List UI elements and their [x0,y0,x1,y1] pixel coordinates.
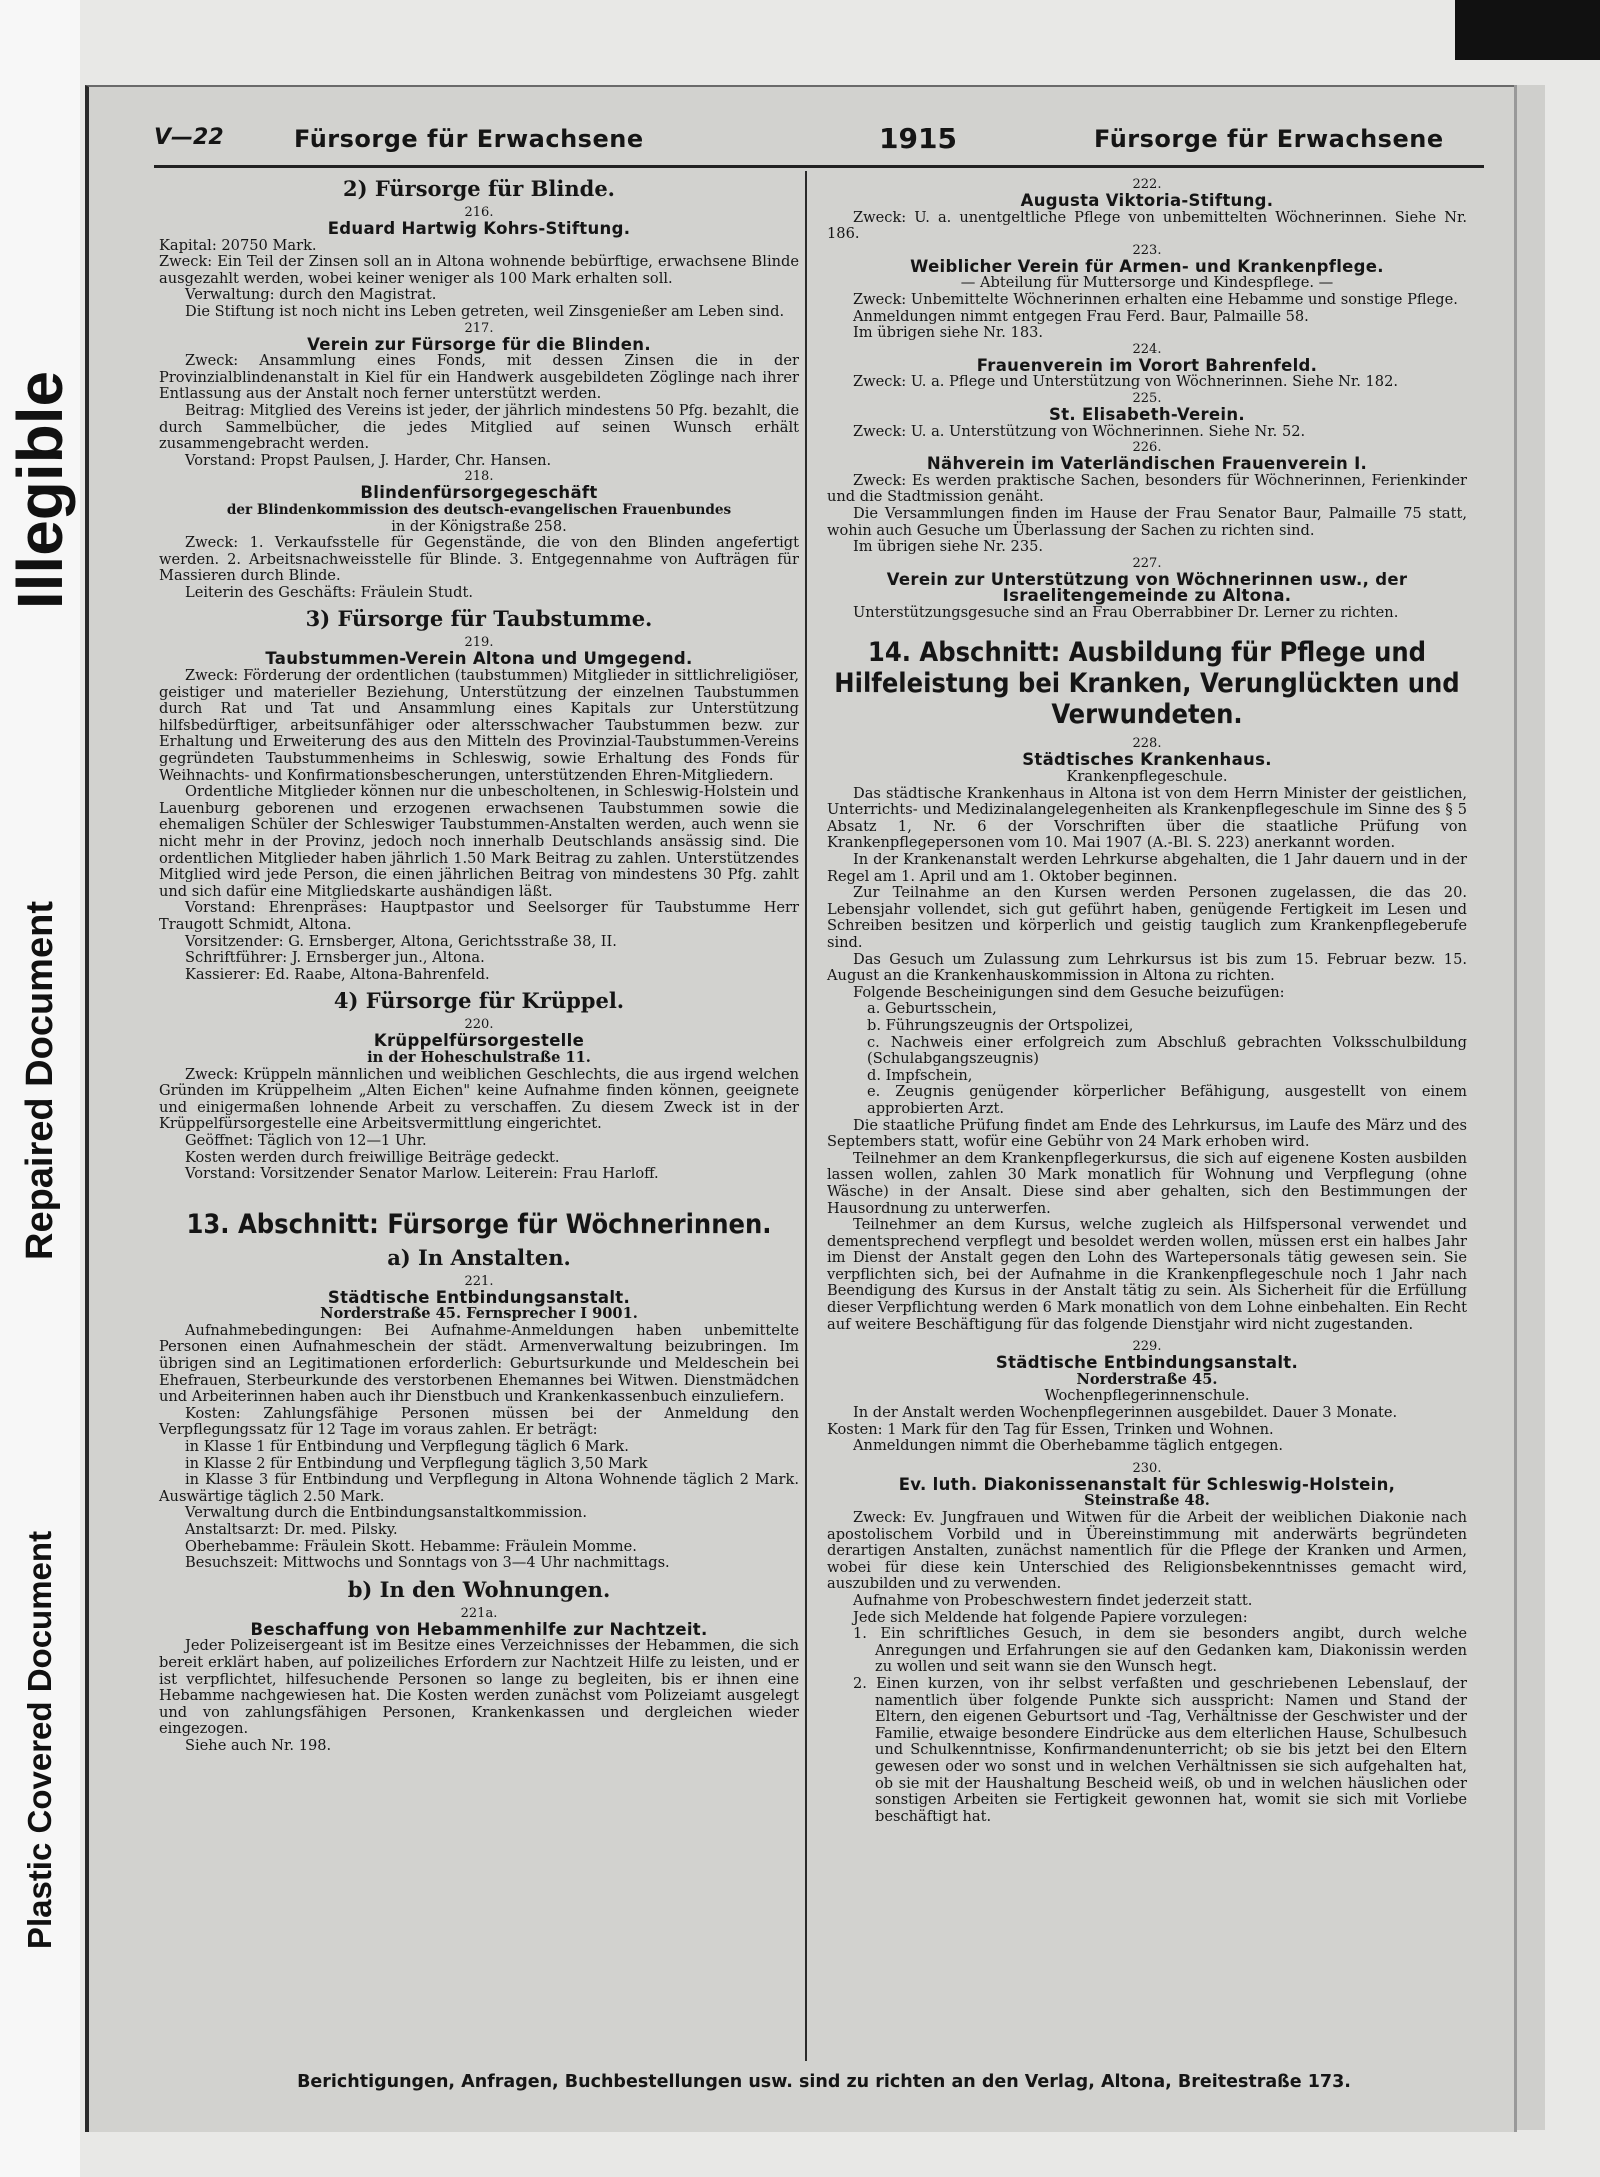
side-label-plastic: Plastic Covered Document [21,1530,58,1950]
entry-title: Ev. luth. Diakonissenanstalt für Schleswig-Holstein, [898,1474,1396,1494]
entry-number: 222. [1132,177,1162,192]
chapter-heading-14: 14. Abschnitt: Ausbildung für Pflege und Hilfeleistung bei Kranken, Verunglückten und Verwundeten. [834,637,1460,731]
entry-subtitle: in der Hoheschulstraße 11. [367,1048,591,1066]
entry-title: Augusta Viktoria-Stiftung. [1020,191,1274,210]
side-label-illegible: Illegible [4,370,76,610]
entry-text: Geöffnet: Täglich von 12—1 Uhr. [185,1131,427,1149]
entry-subtitle: Norderstraße 45. Fernsprecher I 9001. [320,1305,638,1323]
chapter-heading-13: 13. Abschnitt: Fürsorge für Wöchnerinnen. [186,1208,772,1240]
entry-text: In der Krankenanstalt werden Lehrkurse abgehalten, die 1 Jahr dauern und in der Regel am 1. April und am 1. Oktober beginnen. [827,851,1467,885]
entry-text: Das Gesuch um Zulassung zum Lehrkursus ist bis zum 15. Februar bezw. 15. August an die Krankenhauskommission in Altona zu richten. [827,950,1467,985]
entry-text: Leiterin des Geschäfts: Fräulein Studt. [185,583,473,601]
header-rule [154,165,1484,168]
header-year: 1915 [879,122,957,155]
entry-number: 218. [464,469,494,485]
entry-subtitle: Wochenpflegerinnenschule. [1044,1387,1250,1405]
list-item: b. Führungszeugnis der Ortspolizei, [867,1016,1134,1034]
entry-text: Vorstand: Vorsitzender Senator Marlow. Leiterein: Frau Harloff. [185,1165,659,1183]
entry-text: Aufnahme von Probeschwestern findet jederzeit statt. [853,1591,1253,1609]
entry-number: 221a. [460,1605,498,1621]
document-page [85,85,1514,2132]
entry-text: Zweck: Ein Teil der Zinsen soll an in Altona wohnende bebürftige, erwachsene Blinde ausgezahlt werden, wobei keiner weniger als 100 Mark erhalten soll. [159,253,799,287]
entry-number: 227. [1132,555,1162,571]
subheading-anstalten: a) In Anstalten. [387,1244,571,1270]
list-item: e. Zeugnis genügender körperlicher Befähigung, ausgestellt von einem approbierten Arzt. [867,1083,1467,1117]
entry-title: St. Elisabeth-Verein. [1049,404,1245,424]
entry-title: Städtische Entbindungsanstalt. [327,1287,631,1307]
entry-text: Kosten werden durch freiwillige Beiträge gedeckt. [185,1148,560,1166]
section-heading-blinde: 2) Fürsorge für Blinde. [343,176,615,201]
entry-number: 225. [1132,390,1162,406]
page-header [154,122,1494,159]
entry-text: Kassierer: Ed. Raabe, Altona-Bahrenfeld. [185,965,490,983]
entry-text: Kosten: 1 Mark für den Tag für Essen, Trinken und Wohnen. [827,1420,1274,1438]
entry-text: Oberhebamme: Fräulein Skott. Hebamme: Fräulein Momme. [185,1537,637,1555]
left-column [159,177,799,1755]
right-column [827,177,1467,1825]
entry-title: Blindenfürsorgegeschäft [360,483,598,503]
list-item: d. Impfschein, [867,1066,973,1084]
entry-text: Im übrigen siehe Nr. 235. [853,538,1044,556]
entry-text: Besuchszeit: Mittwochs und Sonntags von 3—4 Uhr nachmittags. [185,1554,670,1572]
entry-text: Schriftführer: J. Ernsberger jun., Altona. [185,949,485,967]
entry-text: Kosten: Zahlungsfähige Personen müssen bei der Anmeldung den Verpflegungssatz für 12 Tage im voraus zahlen. Er beträgt: [159,1404,799,1439]
entry-text: In der Anstalt werden Wochenpflegerinnen ausgebildet. Dauer 3 Monate. [853,1404,1398,1422]
entry-subtitle: Steinstraße 48. [1084,1492,1210,1510]
entry-number: 220. [464,1017,494,1033]
entry-text: Teilnehmer an dem Kursus, welche zugleich als Hilfspersonal verwendet und dementsprechend verpflegt und besoldet werden wollen, müssen erst ein halbes Jahr im Dienst der Anstalt gegen den Lohn des Wartepersonals tätig gewesen sein. Sie verpflichten sich, bei der Aufnahme in die Krankenpflegeschule noch 1 Jahr nach Beendigung des Kursus in der Anstalt tätig zu sein. Als Sicherheit für die Erfüllung dieser Verpflichtung werden 6 Mark monatlich von dem Lohne einbehalten. Ein Recht auf weitere Beschäftigung für das folgende Dienstjahr wird nicht zugestanden. [827,1216,1467,1333]
page-footer: Berichtigungen, Anfragen, Buchbestellungen usw. sind zu richten an den Verlag, Altona, Breitestraße 173. [297,2072,1351,2092]
entry-text: in Klasse 3 für Entbindung und Verpflegung in Altona Wohnende täglich 2 Mark. Auswärtige täglich 2.50 Mark. [159,1471,799,1505]
entry-text: Zweck: Förderung der ordentlichen (taubstummen) Mitglieder in sittlichreligiöser, geistiger und materieller Beziehung, Unterstützung der einzelnen Taubstummen durch Rat und Tat und Ansammlung eines Kapitals zur Unterstützung hilfsbedürftiger, arbeitsunfähiger oder altersschwacher Taubstummen bezw. zur Erhaltung und Erweiterung des aus den Mitteln des Provinzial-Taubstummen-Vereins gegründeten Taubstummenheims in Schleswig, sowie Erhaltung des Fonds für Weihnachts- und Konfirmationsbescherungen, unterstützenden Ehren-Mitgliedern. [159,667,799,784]
entry-text: Anmeldungen nimmt die Oberhebamme täglich entgegen. [853,1437,1284,1455]
entry-number: 229. [1132,1339,1162,1355]
entry-text: Unterstützungsgesuche sind an Frau Oberrabbiner Dr. Lerner zu richten. [853,603,1399,621]
entry-subtitle: Norderstraße 45. [1076,1370,1218,1388]
entry-text: Zweck: Unbemittelte Wöchnerinnen erhalten eine Hebamme und sonstige Pflege. [853,290,1458,308]
entry-text: Ordentliche Mitglieder können nur die unbescholtenen, in Schleswig-Holstein und Lauenburg geborenen und erzogenen erwachsenen Taubstummen sowie die ehemaligen Schüler der Schleswiger Taubstummen-Anstalten werden, auch wenn sie nicht mehr in der Provinz, jedoch noch innerhalb Deutschlands ansässig sind. Die ordentlichen Mitglieder haben jährlich 1.50 Mark Beitrag zu zahlen. Unterstützendes Mitglied wird jede Person, die einen jährlichen Beitrag von mindestens 30 Pfg. zahlt und sich dafür eine Mitgliedskarte aushändigen läßt. [159,783,799,900]
entry-text: Verwaltung durch die Entbindungsanstaltkommission. [185,1504,587,1522]
entry-text: Die Versammlungen finden im Hause der Frau Senator Baur, Palmaille 75 statt, wohin auch Gesuche um Überlassung der Sachen zu richten sind. [827,504,1467,539]
entry-text: Verwaltung: durch den Magistrat. [185,286,437,304]
entry-text: Folgende Bescheinigungen sind dem Gesuche beizufügen: [853,983,1285,1001]
entry-number: 228. [1132,736,1162,752]
entry-text: Anmeldungen nimmt entgegen Frau Ferd. Baur, Palmaille 58. [853,307,1309,325]
entry-subtitle: der Blindenkommission des deutsch-evangelischen Frauenbundes [226,501,732,518]
entry-title: Krüppelfürsorgestelle [373,1031,585,1051]
column-divider [805,171,807,2061]
entry-title: Städtische Entbindungsanstalt. [995,1353,1299,1373]
subheading-wohnungen: b) In den Wohnungen. [347,1576,611,1602]
entry-text: Zweck: 1. Verkaufsstelle für Gegenstände, die von den Blinden angefertigt werden. 2. Arbeitsnachweisstelle für Blinde. 3. Entgegennahme von Aufträgen für Massieren durch Blinde. [159,534,799,585]
page-edge [1514,85,1545,2130]
entry-text: in Klasse 1 für Entbindung und Verpflegung täglich 6 Mark. [185,1438,629,1456]
header-title-left: Fürsorge für Erwachsene [294,125,644,153]
entry-number: 216. [464,205,494,220]
entry-title: Beschaffung von Hebammenhilfe zur Nachtzeit. [250,1619,708,1639]
entry-number: 223. [1132,242,1162,258]
entry-title: Eduard Hartwig Kohrs-Stiftung. [327,219,631,238]
entry-text: Zur Teilnahme an den Kursen werden Personen zugelassen, die das 20. Lebensjahr vollendet, sich gut geführt haben, genügende Fertigkeit im Lesen und Schreiben besitzen und körperlich und geistig tauglich zum Krankenpflegeberufe sind. [827,884,1467,951]
entry-text: Anstaltsarzt: Dr. med. Pilsky. [185,1521,398,1538]
entry-text: Teilnehmer an dem Krankenpflegerkursus, die sich auf eigenene Kosten ausbilden lassen wollen, zahlen 30 Mark monatlich für Wohnung und Verpflegung (ohne Wäsche) in der Ansalt. Diese sind aber gehalten, sich den Bestimmungen der Hausordnung zu unterwerfen. [827,1149,1467,1217]
entry-text: Jede sich Meldende hat folgende Papiere vorzulegen: [853,1608,1248,1626]
list-item: c. Nachweis einer erfolgreich zum Abschluß gebrachten Volksschulbildung (Schulabgangszeugnis) [867,1033,1467,1068]
entry-title: Städtisches Krankenhaus. [1022,750,1272,770]
entry-text: Kapital: 20750 Mark. [159,236,317,254]
entry-text: Aufnahmebedingungen: Bei Aufnahme-Anmeldungen haben unbemittelte Personen einen Aufnahmeschein der städt. Armenverwaltung beizubringen. Im übrigen sind an Legitimationen erforderlich: Geburtsurkunde und Meldeschein bei Ehefrauen, Sterbeurkunde des verstorbenen Ehemannes bei Witwen. Dienstmädchen und Arbeiterinnen haben auch ihr Dienstbuch und Krankenkassenbuch einzuliefern. [159,1321,799,1406]
page-ref: V—22 [154,125,224,150]
entry-number: 219. [464,635,494,651]
entry-number: 230. [1132,1460,1162,1476]
entry-text: Zweck: Krüppeln männlichen und weiblichen Geschlechts, die aus irgend welchen Gründen im Krüppelheim „Alten Eichen" keine Aufnahme finden können, geeignete und einigermaßen lohnende Arbeit zu verschaffen. Zu diesem Zweck ist in der Krüppelfürsorgestelle eine Arbeitsvermittlung eingerichtet. [159,1065,799,1133]
entry-subtitle: in der Königstraße 258. [391,517,567,535]
entry-title: Verein zur Fürsorge für die Blinden. [307,334,651,354]
entry-number: 217. [464,320,494,336]
entry-text: Jeder Polizeisergeant ist im Besitze eines Verzeichnisses der Hebammen, die sich bereit erklärt haben, auf polizeiliches Erfordern zur Nachtzeit Hilfe zu leisten, und er ist verpflichtet, hilfesuchende Personen so lange zu begleiten, bis er ihnen eine Hebamme nachgewiesen hat. Die Kosten werden zunächst vom Polizeiamt ausgelegt und von zahlungsfähigen Personen, Krankenkassen und dergleichen wieder eingezogen. [159,1637,799,1738]
entry-title: Frauenverein im Vorort Bahrenfeld. [976,355,1318,375]
entry-number: 224. [1132,341,1162,357]
list-item: 2. Einen kurzen, von ihr selbst verfaßten und geschriebenen Lebenslauf, der namentlich über folgende Punkte sich ausspricht: Namen und Stand der Eltern, den eigenen Geburtsort und -Tag, Verhältnisse der Geschwister und der Familie, etwaige besondere Eindrücke aus dem elterlichen Hause, Schulbesuch und Schulkenntnisse, Konfirmandenunterricht; ob sie bis jetzt bei den Eltern gewesen oder wo sonst und in welchen Verhältnissen sie sich aufgehalten hat, ob sie mit der Haushaltung Bescheid weiß, ob und in welchen häuslichen oder sonstigen Arbeiten sie Fertigkeit gewonnen hat, womit sie sich mit Vorliebe beschäftigt hat. [853,1674,1467,1825]
entry-text: Das städtische Krankenhaus in Altona ist von dem Herrn Minister der geistlichen, Unterrichts- und Medizinalangelegenheiten als Krankenpflegeschule im Sinne des § 5 Absatz 1, Nr. 6 der Vorschriften über die staatliche Prüfung von Krankenpflegepersonen vom 10. Mai 1907 (A.-Bl. S. 223) anerkannt worden. [827,784,1467,852]
side-label-repaired: Repaired Document [18,900,61,1260]
entry-text: Vorsitzender: G. Ernsberger, Altona, Gerichtsstraße 38, II. [185,932,617,950]
entry-text: Im übrigen siehe Nr. 183. [853,324,1044,342]
entry-title: Nähverein im Vaterländischen Frauenverein I. [926,454,1368,474]
entry-title: Weiblicher Verein für Armen- und Krankenpflege. [910,256,1384,276]
entry-title: Verein zur Unterstützung von Wöchnerinnen usw., der Israelitengemeinde zu Altona. [886,569,1408,606]
header-title-right: Fürsorge für Erwachsene [1094,125,1444,153]
scan-dark-corner [1455,0,1600,60]
entry-text: Die Stiftung ist noch nicht ins Leben getreten, weil Zinsgenießer am Leben sind. [185,302,785,320]
entry-text: Zweck: U. a. Unterstützung von Wöchnerinnen. Siehe Nr. 52. [853,422,1306,440]
entry-text: Zweck: U. a. Pflege und Unterstützung von Wöchnerinnen. Siehe Nr. 182. [853,373,1399,391]
entry-title: Taubstummen-Verein Altona und Umgegend. [265,649,693,669]
section-heading-krueppel: 4) Fürsorge für Krüppel. [333,988,625,1014]
section-heading-taubstumme: 3) Fürsorge für Taubstumme. [305,606,653,632]
entry-text: Beitrag: Mitglied des Vereins ist jeder, der jährlich mindestens 50 Pfg. bezahlt, die durch Sammelbücher, die jedes Mitglied auf seinen Wunsch erhält zusammengebracht werden. [159,401,799,453]
entry-text: in Klasse 2 für Entbindung und Verpflegung täglich 3,50 Mark [185,1454,648,1472]
entry-text: Zweck: U. a. unentgeltliche Pflege von unbemittelten Wöchnerinnen. Siehe Nr. 186. [827,208,1467,243]
entry-text: Zweck: Ansammlung eines Fonds, mit dessen Zinsen die in der Provinzialblindenanstalt in Kiel für ein Handwerk ausgebildeten Zöglinge nach ihrer Entlassung aus der Anstalt noch ferner unterstützt werden. [159,352,799,403]
entry-text: Siehe auch Nr. 198. [185,1736,332,1754]
entry-text: Vorstand: Propst Paulsen, J. Harder, Chr. Hansen. [185,451,552,469]
entry-text: Zweck: Es werden praktische Sachen, besonders für Wöchnerinnen, Ferienkinder und die Stadtmission genäht. [827,471,1467,506]
entry-subtitle: Krankenpflegeschule. [1066,768,1228,786]
list-item: a. Geburtsschein, [867,1000,997,1018]
entry-number: 221. [464,1273,494,1289]
entry-text: Vorstand: Ehrenpräses: Hauptpastor und Seelsorger für Taubstumme Herr Traugott Schmidt, Altona. [159,899,799,933]
entry-text: Die staatliche Prüfung findet am Ende des Lehrkursus, im Laufe des März und des Septembers statt, wofür eine Gebühr von 24 Mark erhoben wird. [827,1116,1467,1151]
entry-text: Zweck: Ev. Jungfrauen und Witwen für die Arbeit der weiblichen Diakonie nach apostolischem Vorbild und in Übereinstimmung mit anderwärts begründeten derartigen Anstalten, zunächst namentlich für die Pflege der Kranken und Armen, wobei für diese kein Unterschied des Religionsbekenntnisses gemacht wird, auszubilden und zu verwenden. [827,1509,1467,1593]
entry-number: 226. [1132,440,1162,456]
entry-subtitle: — Abteilung für Muttersorge und Kindespflege. — [960,274,1334,292]
list-item: 1. Ein schriftliches Gesuch, in dem sie besonders angibt, durch welche Anregungen und Erfahrungen sie auf den Gedanken kam, Diakonissin werden zu wollen und seit wann sie den Wunsch hegt. [853,1625,1467,1676]
